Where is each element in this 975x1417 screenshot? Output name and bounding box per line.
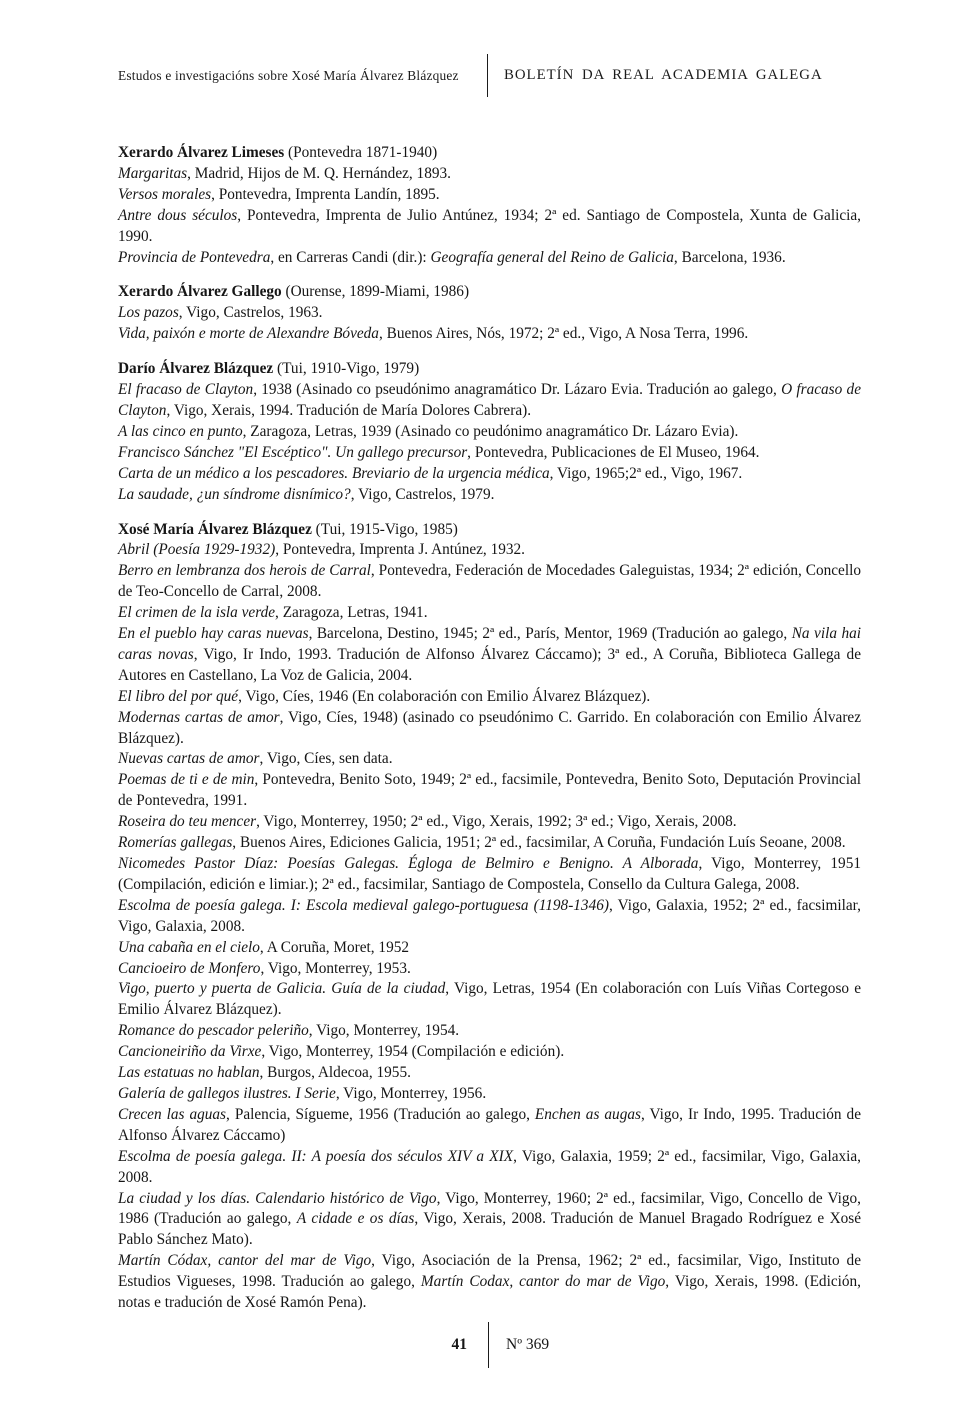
entry-text: , Zaragoza, Letras, 1941. [275,604,428,622]
entry-text: , Vigo, Cíes, 1948) (asinado co pseudónimo C. Garrido. En colaboración con Emilio Álvarez Blázquez). [118,708,861,747]
work-title: En el pueblo hay caras nuevas [118,625,309,643]
entry-text: , Buenos Aires, Nós, 1972; 2ª ed., Vigo, A Nosa Terra, 1996. [378,325,749,343]
bibliography-entry [118,1147,861,1189]
bibliography-entry [118,540,861,561]
author-heading [118,359,861,380]
entry-text: , Vigo, Monterrey, 1956. [335,1084,487,1102]
work-title: Martín Codax, cantor do mar de Vigo [420,1273,666,1291]
author-dates: (Ourense, 1899-Miami, 1986) [281,283,470,301]
work-title: Cancioneiriño da Virxe [118,1043,262,1061]
entry-text: , Vigo, Letras, 1954 (En colaboración con Luís Viñas Cortegoso e Emilio Álvarez Blázquez). [118,980,861,1019]
bibliography-entry [118,185,861,206]
work-title: Geografía general del Reino de Galicia [430,248,674,266]
work-title: Roseira do teu mencer [118,813,257,831]
entry-text: , Barcelona, Destino, 1945; 2ª ed., París, Mentor, 1969 (Tradución ao galego, [308,625,792,643]
entry-text: , Madrid, Hijos de M. Q. Hernández, 1893. [187,164,451,182]
work-title: Antre dous séculos [118,206,238,224]
work-title: Crecen las aguas [118,1105,227,1123]
work-title: Martín Códax, cantor del mar de Vigo [118,1252,372,1270]
entry-text: , Vigo, Asociación de la Prensa, 1962; 2ª ed., facsimilar, Vigo, Instituto de Estudios Vigueses, 1998. Tradución ao galego, [118,1252,861,1291]
bibliography-entry [118,380,861,422]
work-title: A cidade e os días [296,1210,415,1228]
work-title: Romance do pescador peleriño [118,1022,309,1040]
bibliography-entry [118,833,861,854]
bibliography-entry [118,1042,861,1063]
work-title: Cancioeiro de Monfero [118,959,261,977]
running-title-right: BOLETÍN DA REAL ACADEMIA GALEGA [504,67,823,83]
work-title: Romerías gallegas [118,834,233,852]
bibliography-body [118,143,861,1314]
entry-text: , Vigo, Xerais, 1994. Tradución de María Dolores Cabrera). [166,401,532,419]
entry-text: , Burgos, Aldecoa, 1955. [259,1064,411,1082]
bibliography-entry [118,1189,861,1252]
author-dates: (Tui, 1915-Vigo, 1985) [311,520,458,538]
entry-text: , Vigo, Ir Indo, 1993. Tradución de Alfonso Álvarez Cáccamo); 3ª ed., A Coruña, Biblioteca Gallega de Autores en Castellano, La Voz de Galicia, 2004. [118,645,861,684]
bibliography-entry [118,854,861,896]
entry-text: , Palencia, Sígueme, 1956 (Tradución ao galego, [226,1105,535,1123]
bibliography-entry [118,422,861,443]
author-heading [118,520,861,541]
entry-text: , Vigo, Galaxia, 1952; 2ª ed., facsimilar, Vigo, Galaxia, 2008. [118,896,861,935]
work-title: La saudade, ¿un síndrome disnímico? [118,485,351,503]
work-title: Nicomedes Pastor Díaz: Poesías Galegas. Égloga de Belmiro e Benigno. A Alborada [118,855,699,872]
entry-text: , A Coruña, Moret, 1952 [259,938,410,956]
bibliography-entry [118,164,861,185]
entry-text: , Vigo, Monterrey, 1954 (Compilación e edición). [261,1043,565,1061]
work-title: Los pazos [118,304,179,322]
bibliography-entry [118,1021,861,1042]
work-title: Las estatuas no hablan [118,1064,260,1082]
bibliography-entry [118,708,861,750]
entry-text: , Zaragoza, Letras, 1939 (Asinado co peudónimo anagramático Dr. Lázaro Evia). [242,422,739,440]
work-title: Modernas cartas de amor [118,708,280,726]
author-heading [118,282,861,303]
bibliography-entry [118,770,861,812]
bibliography-entry [118,687,861,708]
bibliography-entry [118,485,861,506]
running-title-left: Estudos e investigacións sobre Xosé María Álvarez Blázquez [118,67,459,83]
bibliography-entry [118,749,861,770]
entry-text: , Vigo, Ir Indo, 1995. Tradución de Alfonso Álvarez Cáccamo) [118,1105,861,1144]
work-title: El crimen de la isla verde [118,604,276,622]
author-section [118,282,861,345]
entry-text: , Barcelona, 1936. [673,248,786,266]
issue-number: Nº 369 [506,1336,550,1353]
author-heading [118,143,861,164]
entry-text: , Vigo, Castrelos, 1963. [178,304,323,322]
page-footer [118,1322,865,1368]
bibliography-entry [118,1251,861,1314]
bibliography-entry [118,206,861,248]
work-title: Escolma de poesía galega. I: Escola medieval galego-portuguesa (1198-1346) [118,896,609,914]
entry-text: , Vigo, Monterrey, 1951 (Compilación, edición e limiar.); 2ª ed., facsimilar, Santiago de Compostela, Consello da Cultura Galega, 2008. [118,855,861,893]
bibliography-entry [118,603,861,624]
bibliography-entry [118,979,861,1021]
author-dates: (Tui, 1910-Vigo, 1979) [273,360,420,378]
bibliography-entry [118,1105,861,1147]
entry-text: , 1938 (Asinado co pseudónimo anagramático Dr. Lázaro Evia. Tradución ao galego, [253,381,782,399]
work-title: El fracaso de Clayton [118,381,254,399]
work-title: A las cinco en punto [118,422,243,440]
bibliography-entry [118,248,861,269]
work-title: Versos morales [118,185,212,203]
entry-text: , Vigo, Xerais, 1998. (Edición, notas e tradución de Xosé Ramón Pena). [118,1273,861,1312]
entry-text: , Vigo, Monterrey, 1950; 2ª ed., Vigo, Xerais, 1992; 3ª ed.; Vigo, Xerais, 2008. [256,813,737,831]
work-title: Francisco Sánchez "El Escéptico". Un gallego precursor [118,443,468,461]
bibliography-entry [118,959,861,980]
work-title: El libro del por qué [118,687,239,705]
work-title: Margaritas [118,164,188,182]
author-name: Darío Álvarez Blázquez [118,360,274,378]
entry-text: , Vigo, Cíes, sen data. [259,750,393,768]
entry-text: , Pontevedra, Imprenta J. Antúnez, 1932. [275,541,525,559]
author-section [118,359,861,505]
work-title: Berro en lembranza dos herois de Carral [118,562,371,580]
entry-text: , Vigo, Cíes, 1946 (En colaboración con Emilio Álvarez Blázquez). [238,687,651,705]
header-divider-rule [487,54,488,97]
bibliography-entry [118,1063,861,1084]
work-title: Una cabaña en el cielo [118,938,260,956]
entry-text: , Vigo, Galaxia, 1959; 2ª ed., facsimilar, Vigo, Galaxia, 2008. [118,1147,861,1186]
entry-text: , Pontevedra, Benito Soto, 1949; 2ª ed., facsimile, Pontevedra, Benito Soto, Deputación Provincial de Pontevedra, 1991. [118,771,861,810]
work-title: Carta de un médico a los pescadores. Breviario de la urgencia médica [118,464,550,482]
work-title: Vigo, puerto y puerta de Galicia. Guía de la ciudad [118,980,446,998]
work-title: Enchen as augas [534,1105,641,1123]
author-name: Xerardo Álvarez Gallego [118,283,282,301]
author-section [118,520,861,1314]
page-number: 41 [451,1336,467,1353]
entry-text: , Pontevedra, Imprenta de Julio Antúnez, 1934; 2ª ed. Santiago de Compostela, Xunta de Galicia, 1990. [118,206,861,245]
entry-text: , Pontevedra, Federación de Mocedades Galeguistas, 1934; 2ª edición, Concello de Teo-Concello de Carral, 2008. [118,562,861,601]
bibliography-entry [118,1084,861,1105]
bibliography-entry [118,624,861,687]
bibliography-entry [118,303,861,324]
author-section [118,143,861,268]
entry-text: , Vigo, 1965;2ª ed., Vigo, 1967. [549,464,743,482]
entry-text: , Vigo, Monterrey, 1954. [308,1022,460,1040]
entry-text: , Pontevedra, Publicaciones de El Museo, 1964. [467,443,760,461]
work-title: Galería de gallegos ilustres. I Serie [118,1084,336,1102]
author-name: Xerardo Álvarez Limeses [118,144,285,161]
bibliography-entry [118,896,861,938]
entry-text: , Vigo, Monterrey, 1960; 2ª ed., facsimilar, Vigo, Concello de Vigo, 1986 (Tradución ao galego, [118,1189,861,1228]
bibliography-entry [118,938,861,959]
page-header [118,54,865,97]
work-title: O fracaso de Clayton [118,381,861,419]
work-title: Provincia de Pontevedra [118,248,271,266]
work-title: Abril (Poesía 1929-1932) [118,541,276,559]
work-title: Escolma de poesía galega. II: A poesía dos séculos XIV a XIX [118,1147,514,1165]
bibliography-entry [118,464,861,485]
bibliography-entry [118,443,861,464]
entry-text: , Vigo, Xerais, 2008. Tradución de Manuel Bragado Rodríguez e Xosé Pablo Sánchez Mato). [118,1210,862,1249]
bibliography-entry [118,324,861,345]
work-title: Poemas de ti e de min [118,771,255,789]
work-title: Vida, paixón e morte de Alexandre Bóveda [118,325,379,343]
footer-divider-rule [488,1322,489,1368]
work-title: La ciudad y los días. Calendario histórico de Vigo [118,1189,437,1207]
author-dates: (Pontevedra 1871-1940) [284,144,438,161]
bibliography-entry [118,561,861,603]
work-title: Nuevas cartas de amor [118,750,260,768]
entry-text: , Vigo, Castrelos, 1979. [350,485,495,503]
entry-text: , Buenos Aires, Ediciones Galicia, 1951; 2ª ed., facsimilar, A Coruña, Fundación Luís Seoane, 2008. [232,834,846,852]
entry-text: , Pontevedra, Imprenta Landín, 1895. [211,185,440,203]
bibliography-entry [118,812,861,833]
entry-text: , en Carreras Candi (dir.): [270,248,431,266]
work-title: Na vila hai caras novas [118,625,861,663]
author-name: Xosé María Álvarez Blázquez [118,520,312,538]
entry-text: , Vigo, Monterrey, 1953. [260,959,411,977]
